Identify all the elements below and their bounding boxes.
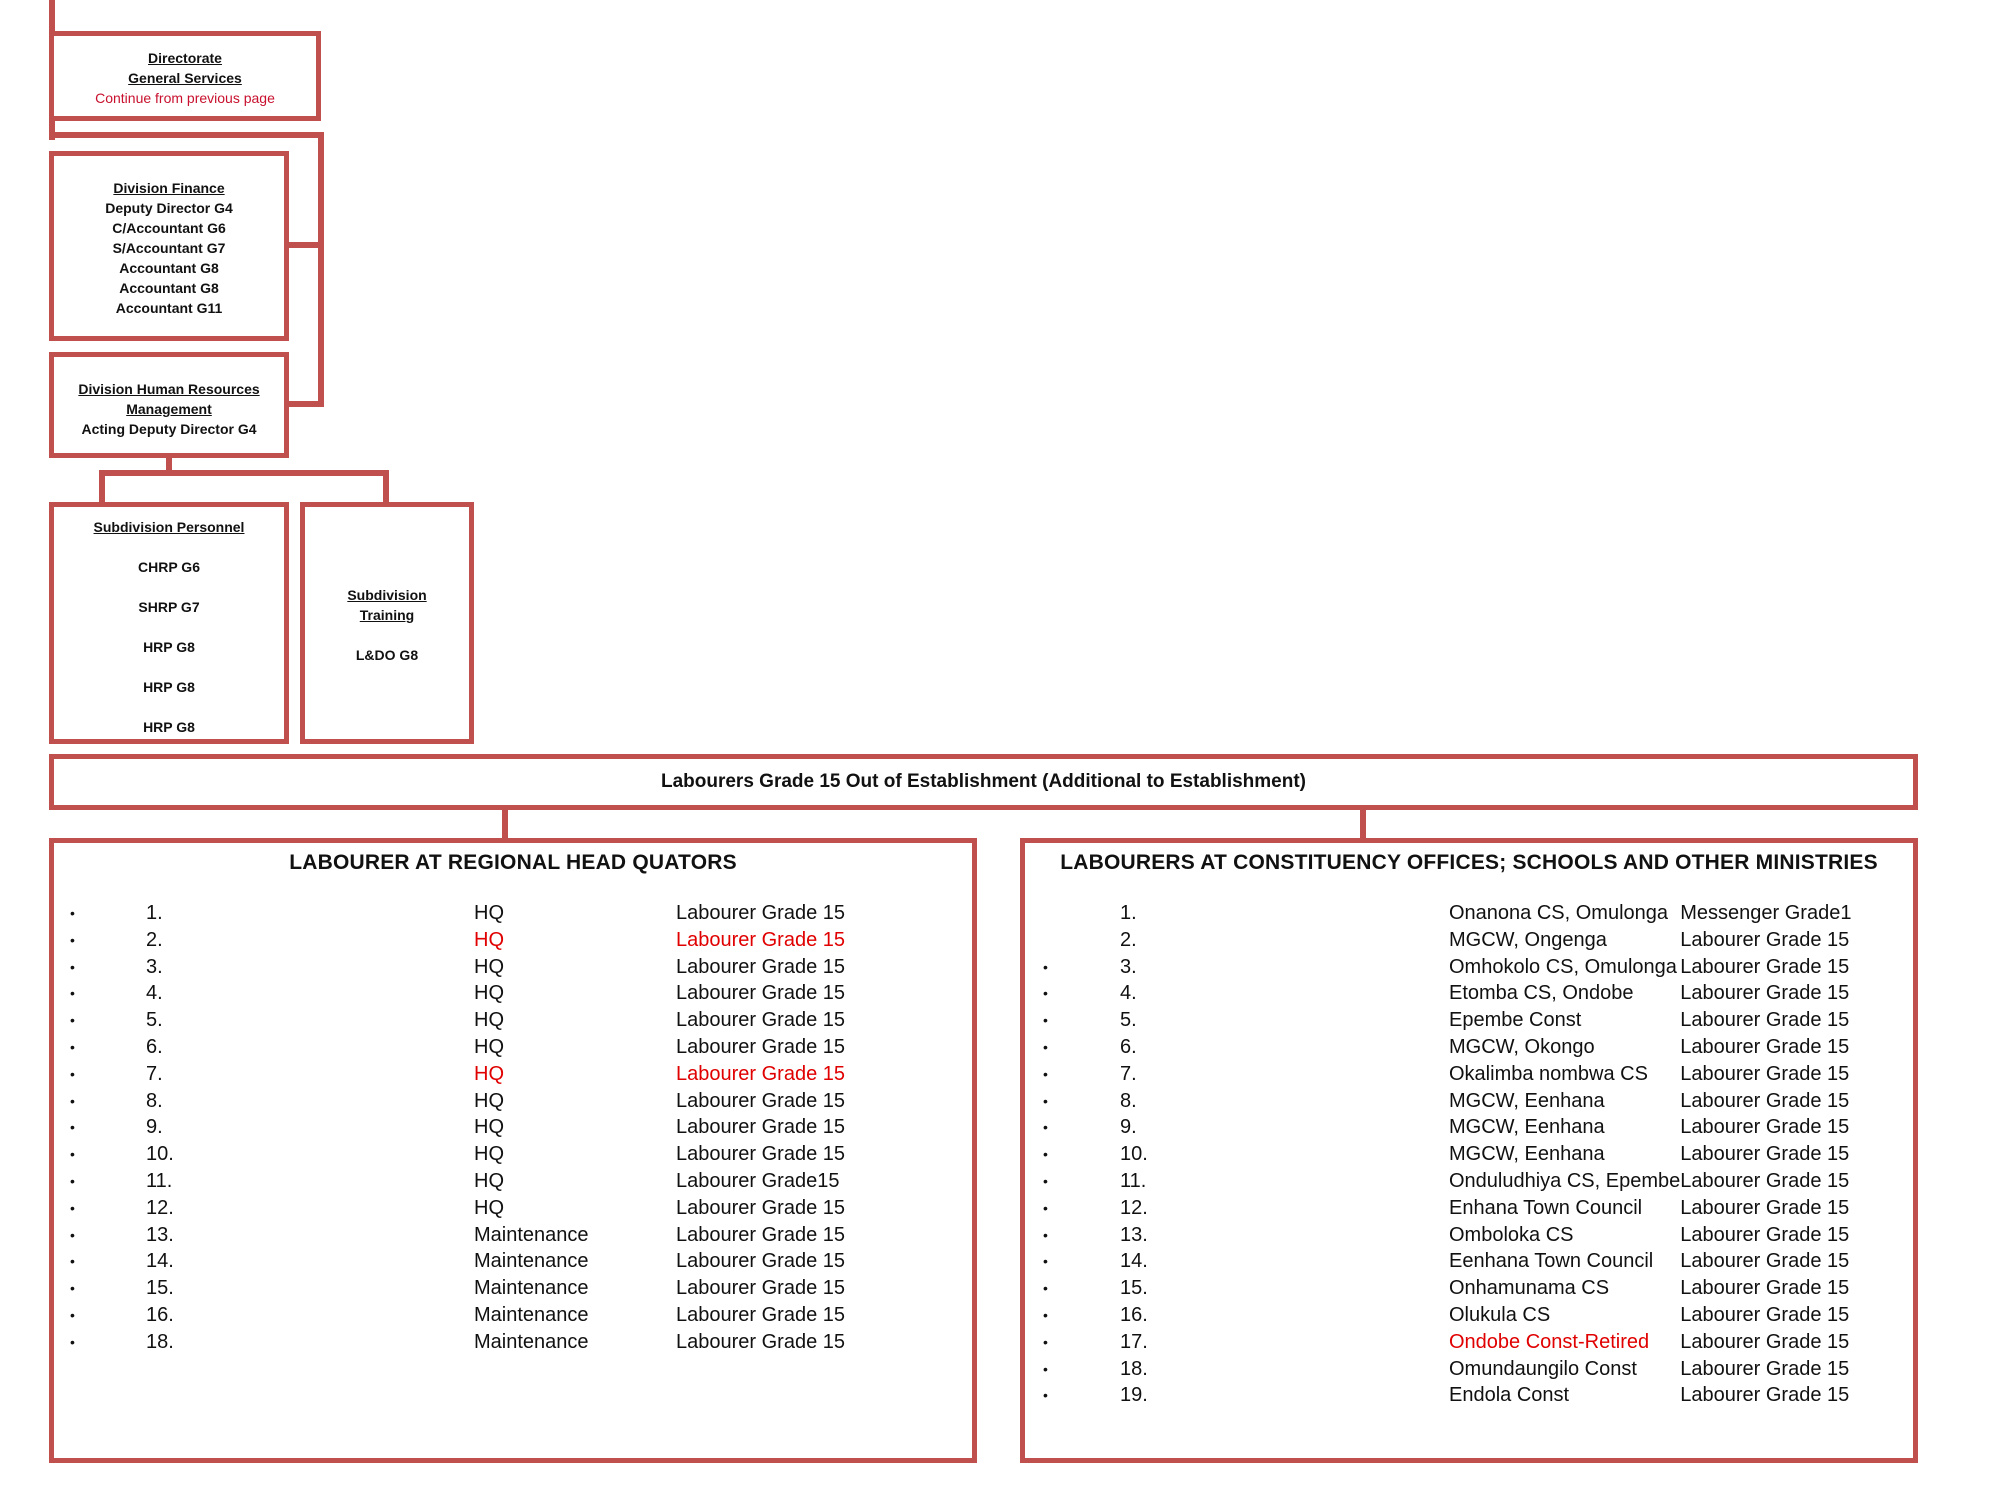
row-post: Labourer Grade 15: [676, 1330, 846, 1353]
training-box: [300, 502, 474, 744]
finance-post: Accountant G8: [119, 260, 219, 276]
row-location: Endola Const: [1449, 1384, 1570, 1407]
row-number: 17.: [1120, 1330, 1148, 1353]
row-location: Maintenance: [474, 1223, 589, 1246]
row-post: Labourer Grade 15: [676, 1116, 846, 1139]
row-post: Labourer Grade15: [676, 1169, 840, 1192]
row-number: 16.: [1120, 1303, 1148, 1326]
list-row: [1043, 980, 1900, 1007]
row-post: Labourer Grade 15: [1680, 1089, 1850, 1112]
constituency-list: [1043, 900, 1900, 1409]
bullet-icon: •: [70, 905, 75, 921]
bullet-icon: •: [70, 1333, 75, 1350]
row-number: 1.: [146, 902, 163, 924]
list-row: [1043, 1222, 1900, 1249]
row-location: MGCW, Okongo: [1449, 1035, 1595, 1058]
row-location: Enhana Town Council: [1449, 1196, 1643, 1219]
list-row: [70, 980, 896, 1007]
bullet-icon: •: [1043, 1038, 1048, 1055]
list-row: [70, 1034, 896, 1061]
row-number: 4.: [146, 982, 163, 1005]
row-number: 5.: [146, 1009, 163, 1032]
bullet-icon: •: [1043, 1092, 1048, 1109]
list-row: [1043, 1168, 1900, 1195]
row-number: 14.: [1120, 1250, 1148, 1273]
row-number: 7.: [146, 1062, 163, 1085]
row-location: Ondobe Const-Retired: [1449, 1330, 1650, 1353]
row-number: 9.: [1120, 1116, 1137, 1139]
row-number: 3.: [146, 955, 163, 978]
row-post: Labourer Grade 15: [676, 1143, 846, 1166]
bullet-icon: •: [1043, 1306, 1048, 1323]
row-location: Epembe Const: [1449, 1009, 1582, 1032]
bullet-icon: •: [1043, 1199, 1048, 1216]
row-post: Labourer Grade 15: [1680, 1250, 1850, 1273]
row-post: Labourer Grade 15: [676, 1196, 846, 1219]
row-post: Labourer Grade 15: [1680, 1035, 1850, 1058]
row-number: 11.: [1120, 1169, 1147, 1192]
row-location: MGCW, Ongenga: [1449, 928, 1607, 951]
row-post: Labourer Grade 15: [676, 1250, 846, 1273]
list-row: [70, 1168, 896, 1195]
connector-personnel-down: [99, 470, 105, 506]
bullet-icon: •: [1043, 1226, 1048, 1243]
row-post: Labourer Grade 15: [1680, 928, 1850, 951]
row-number: 15.: [1120, 1277, 1148, 1300]
row-location: MGCW, Eenhana: [1449, 1089, 1605, 1112]
training-post: L&DO G8: [355, 647, 419, 663]
row-post: Labourer Grade 15: [1680, 1169, 1850, 1192]
row-location: Omundaungilo Const: [1449, 1357, 1637, 1380]
hr-post: Acting Deputy Director G4: [81, 421, 257, 437]
row-post: Labourer Grade 15: [676, 902, 846, 924]
row-post: Labourer Grade 15: [676, 1223, 846, 1246]
list-row: [1043, 1034, 1900, 1061]
bullet-icon: •: [70, 931, 75, 948]
row-location: MGCW, Eenhana: [1449, 1116, 1605, 1139]
connector-sub-horizontal: [99, 470, 389, 476]
row-post: Labourer Grade 15: [676, 955, 846, 978]
bullet-icon: •: [1043, 1333, 1048, 1350]
row-number: 12.: [146, 1196, 174, 1219]
row-post: Labourer Grade 15: [1680, 1116, 1850, 1139]
personnel-post: HRP G8: [143, 679, 195, 695]
list-row: [70, 1222, 896, 1249]
row-post: Labourer Grade 15: [1680, 1223, 1850, 1246]
row-number: 19.: [1120, 1384, 1148, 1407]
bullet-icon: •: [70, 1012, 75, 1029]
bullet-icon: •: [1043, 1360, 1048, 1377]
row-number: 13.: [146, 1223, 174, 1246]
personnel-title: Subdivision Personnel: [93, 519, 245, 535]
list-row: [70, 1195, 896, 1222]
row-location: HQ: [474, 1062, 504, 1085]
row-location: Omhokolo CS, Omulonga: [1449, 955, 1677, 978]
hr-title-line2: Management: [126, 401, 212, 417]
list-row: [1043, 927, 1900, 954]
list-row: [70, 1275, 896, 1302]
list-row: [1043, 900, 1900, 927]
bullet-icon: •: [70, 1146, 75, 1163]
labourers-banner: [49, 754, 1918, 810]
row-number: 8.: [1120, 1089, 1137, 1112]
bullet-icon: •: [70, 1280, 75, 1297]
bullet-icon: •: [70, 1038, 75, 1055]
row-number: 11.: [146, 1169, 173, 1192]
list-row: [70, 1088, 896, 1115]
directorate-box: [49, 31, 321, 121]
bullet-icon: •: [70, 985, 75, 1002]
directorate-title-line2: General Services: [128, 70, 242, 86]
constituency-heading: LABOURERS AT CONSTITUENCY OFFICES; SCHOOLS AND OTHER MINISTRIES: [1060, 851, 1878, 874]
row-post: Labourer Grade 15: [676, 982, 846, 1005]
connector-hr-stub: [285, 401, 324, 407]
row-post: Labourer Grade 15: [1680, 955, 1850, 978]
row-post: Labourer Grade 15: [676, 1277, 846, 1300]
row-location: Onduludhiya CS, Epembe: [1449, 1169, 1681, 1192]
row-number: 2.: [146, 928, 163, 951]
list-row: [1043, 1302, 1900, 1329]
row-number: 14.: [146, 1250, 174, 1273]
personnel-post: CHRP G6: [138, 559, 200, 575]
list-row: [1043, 1195, 1900, 1222]
row-post: Labourer Grade 15: [1680, 1330, 1850, 1353]
row-post: Labourer Grade 15: [676, 1089, 846, 1112]
row-number: 1.: [1120, 902, 1137, 924]
row-location: HQ: [474, 1009, 504, 1032]
row-number: 2.: [1120, 928, 1137, 951]
list-row: [1043, 1248, 1900, 1275]
row-location: HQ: [474, 1143, 504, 1166]
personnel-post: SHRP G7: [138, 599, 200, 615]
row-post: Labourer Grade 15: [1680, 1277, 1850, 1300]
row-number: 18.: [146, 1330, 174, 1353]
list-row: [1043, 954, 1900, 981]
finance-post: Accountant G8: [119, 280, 219, 296]
finance-post: S/Accountant G7: [112, 240, 226, 256]
list-row: [70, 900, 896, 927]
hr-title-line1: Division Human Resources: [78, 381, 260, 397]
row-location: HQ: [474, 902, 504, 924]
list-row: [70, 927, 896, 954]
row-location: Maintenance: [474, 1277, 589, 1300]
row-number: 3.: [1120, 955, 1137, 978]
row-number: 13.: [1120, 1223, 1148, 1246]
bullet-icon: •: [70, 1172, 75, 1189]
list-row: [70, 954, 896, 981]
training-title-line1: Subdivision: [347, 587, 427, 603]
labourers-banner-text: Labourers Grade 15 Out of Establishment (Additional to Establishment): [660, 771, 1307, 792]
row-number: 8.: [146, 1089, 163, 1112]
list-row: [1043, 1007, 1900, 1034]
bullet-icon: •: [70, 1065, 75, 1082]
bullet-icon: •: [70, 1306, 75, 1323]
row-post: Labourer Grade 15: [1680, 982, 1850, 1005]
bullet-icon: •: [1043, 1172, 1048, 1189]
list-row: [1043, 1275, 1900, 1302]
row-location: HQ: [474, 1089, 504, 1112]
row-number: 7.: [1120, 1062, 1137, 1085]
bullet-icon: •: [1043, 1012, 1048, 1029]
row-location: HQ: [474, 982, 504, 1005]
bullet-icon: [1043, 900, 1120, 927]
connector-training-down: [383, 470, 389, 506]
bullet-icon: •: [1043, 1387, 1048, 1404]
row-location: HQ: [474, 928, 504, 951]
list-row: [1043, 1141, 1900, 1168]
row-post: Labourer Grade 15: [676, 1062, 846, 1085]
list-row: [70, 1248, 896, 1275]
regional-list: [70, 900, 896, 1356]
row-post: Labourer Grade 15: [676, 1009, 846, 1032]
bullet-icon: •: [1043, 958, 1048, 975]
row-number: 5.: [1120, 1009, 1137, 1032]
row-location: Maintenance: [474, 1330, 589, 1353]
list-row: [1043, 1356, 1900, 1383]
bullet-icon: [1043, 927, 1120, 954]
bullet-icon: •: [70, 958, 75, 975]
connector-right-vertical: [318, 132, 324, 407]
list-row: [70, 1329, 896, 1356]
row-location: HQ: [474, 1169, 504, 1192]
hr-box: [49, 352, 289, 458]
row-location: Onanona CS, Omulonga: [1449, 902, 1669, 924]
list-row: [70, 1007, 896, 1034]
bullet-icon: •: [1043, 1065, 1048, 1082]
row-location: Eenhana Town Council: [1449, 1250, 1654, 1273]
bullet-icon: •: [70, 1092, 75, 1109]
row-location: HQ: [474, 1196, 504, 1219]
connector-top-horizontal: [49, 132, 324, 138]
row-location: HQ: [474, 1116, 504, 1139]
row-location: Maintenance: [474, 1303, 589, 1326]
row-post: Labourer Grade 15: [1680, 1196, 1850, 1219]
training-title-line2: Training: [359, 607, 415, 623]
row-post: Labourer Grade 15: [1680, 1384, 1850, 1407]
row-location: Omboloka CS: [1449, 1223, 1574, 1246]
list-row: [1043, 1088, 1900, 1115]
directorate-continue-note: Continue from previous page: [95, 90, 275, 106]
bullet-icon: •: [70, 1226, 75, 1243]
row-post: Messenger Grade1: [1680, 902, 1852, 924]
row-number: 6.: [146, 1035, 163, 1058]
regional-heading: LABOURER AT REGIONAL HEAD QUATORS: [289, 851, 737, 874]
row-location: Olukula CS: [1449, 1303, 1551, 1326]
row-location: MGCW, Eenhana: [1449, 1143, 1605, 1166]
list-row: [1043, 1061, 1900, 1088]
list-row: [70, 1114, 896, 1141]
row-location: Okalimba nombwa CS: [1449, 1062, 1648, 1085]
finance-post: C/Accountant G6: [112, 220, 226, 236]
list-row: [1043, 1382, 1900, 1409]
row-post: Labourer Grade 15: [1680, 1143, 1850, 1166]
connector-finance-stub: [285, 242, 324, 248]
personnel-post: HRP G8: [143, 719, 195, 735]
finance-post: Deputy Director G4: [105, 200, 233, 216]
bullet-icon: •: [70, 1119, 75, 1136]
row-location: Onhamunama CS: [1449, 1277, 1610, 1300]
row-number: 16.: [146, 1303, 174, 1326]
row-post: Labourer Grade 15: [1680, 1357, 1850, 1380]
bullet-icon: •: [70, 1199, 75, 1216]
row-number: 10.: [1120, 1143, 1148, 1166]
row-post: Labourer Grade 15: [676, 928, 846, 951]
finance-title: Division Finance: [113, 180, 225, 196]
row-location: HQ: [474, 955, 504, 978]
list-row: [70, 1061, 896, 1088]
row-location: Maintenance: [474, 1250, 589, 1273]
row-number: 18.: [1120, 1357, 1148, 1380]
row-number: 15.: [146, 1277, 174, 1300]
bullet-icon: •: [1043, 1253, 1048, 1270]
bullet-icon: •: [1043, 1146, 1048, 1163]
bullet-icon: •: [70, 1253, 75, 1270]
row-number: 4.: [1120, 982, 1137, 1005]
row-post: Labourer Grade 15: [1680, 1009, 1850, 1032]
row-post: Labourer Grade 15: [676, 1035, 846, 1058]
finance-post: Accountant G11: [115, 300, 223, 316]
list-row: [70, 1141, 896, 1168]
row-number: 6.: [1120, 1035, 1137, 1058]
row-location: Etomba CS, Ondobe: [1449, 982, 1634, 1005]
bullet-icon: •: [1043, 985, 1048, 1002]
row-number: 9.: [146, 1116, 163, 1139]
directorate-title-line1: Directorate: [148, 50, 222, 66]
row-location: HQ: [474, 1035, 504, 1058]
list-row: [1043, 1114, 1900, 1141]
row-number: 12.: [1120, 1196, 1148, 1219]
list-row: [70, 1302, 896, 1329]
bullet-icon: •: [1043, 1280, 1048, 1297]
row-post: Labourer Grade 15: [676, 1303, 846, 1326]
list-row: [1043, 1329, 1900, 1356]
personnel-box: [49, 502, 289, 744]
row-post: Labourer Grade 15: [1680, 1303, 1850, 1326]
row-number: 10.: [146, 1143, 174, 1166]
bullet-icon: •: [1043, 1119, 1048, 1136]
personnel-post: HRP G8: [143, 639, 195, 655]
row-post: Labourer Grade 15: [1680, 1062, 1850, 1085]
finance-box: [49, 151, 289, 341]
